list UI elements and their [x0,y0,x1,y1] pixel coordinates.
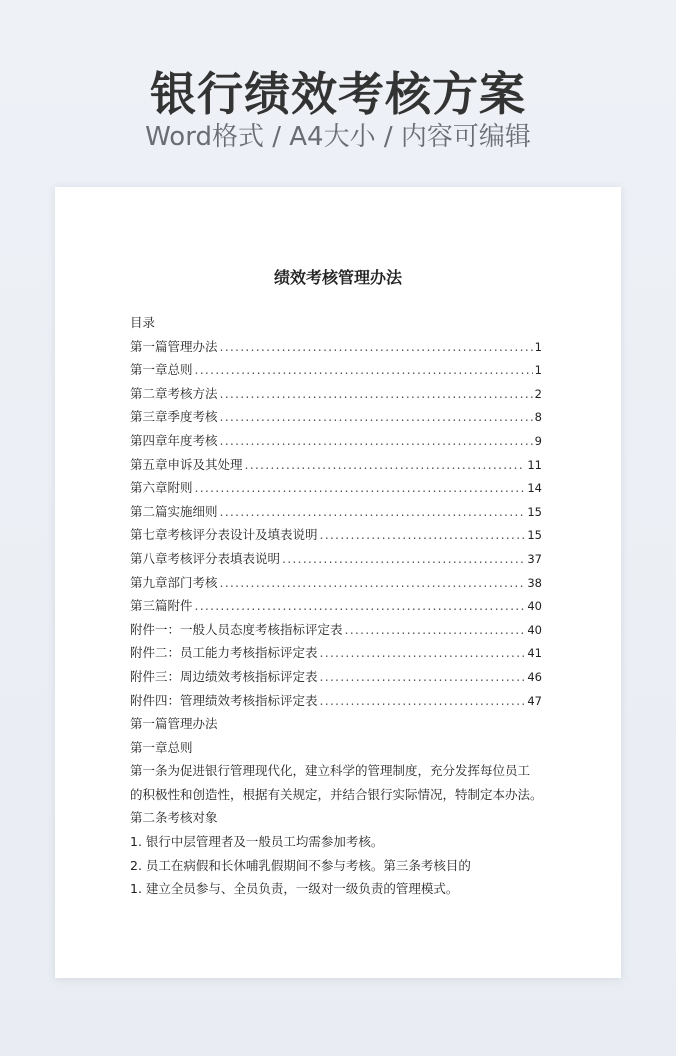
toc-leader-dots [220,405,533,429]
toc-entry-page: 46 [527,669,542,684]
toc-entry[interactable] [130,689,542,713]
toc-entry[interactable] [130,358,542,382]
document-content [130,311,550,901]
toc-leader-dots [345,618,526,642]
body-list-item: 1. 银行中层管理者及一般员工均需参加考核。 [130,834,384,850]
toc-leader-dots [195,594,526,618]
toc-entry-label: 第九章部门考核 [130,574,218,590]
toc-entry[interactable] [130,547,542,571]
toc-entry-label: 附件二：员工能力考核指标评定表 [130,645,318,661]
toc-entry-label: 第一篇管理办法 [130,338,218,354]
toc-entry-label: 附件一：一般人员态度考核指标评定表 [130,621,343,637]
toc-entry-page: 8 [534,410,542,425]
toc-entry-label: 第二章考核方法 [130,385,218,401]
toc-leader-dots [282,547,525,571]
toc-entry[interactable] [130,571,542,595]
toc-leader-dots [320,689,526,713]
toc-entry-label: 第二篇实施细则 [130,503,218,519]
toc-entry-page: 2 [534,386,542,401]
body-paragraph-line: 第一条为促进银行管理现代化，建立科学的管理制度，充分发挥每位员工 [130,763,531,779]
toc-entry-label: 第七章考核评分表设计及填表说明 [130,527,318,543]
toc-entry[interactable] [130,453,542,477]
toc-entry-label: 第三章季度考核 [130,409,218,425]
toc-entry[interactable] [130,594,542,618]
toc-entry[interactable] [130,335,542,359]
toc-leader-dots [220,500,526,524]
toc-entry-label: 附件三：周边绩效考核指标评定表 [130,668,318,684]
toc-entry-label: 第五章申诉及其处理 [130,456,243,472]
part-heading: 第一篇管理办法 [130,716,218,732]
toc-entry-label: 第一章总则 [130,362,193,378]
toc-leader-dots [220,571,526,595]
document-page [55,187,621,978]
toc-entry-page: 15 [527,528,542,543]
toc-entry-page: 40 [527,622,542,637]
toc-entry-page: 37 [527,551,542,566]
toc-entry-page: 9 [534,433,542,448]
toc-entry-page: 40 [527,599,542,614]
toc-entry[interactable] [130,523,542,547]
toc-entry-page: 15 [527,504,542,519]
banner-subtitle: Word格式 / A4大小 / 内容可编辑 [145,122,531,152]
toc-entry[interactable] [130,476,542,500]
toc-entry-page: 11 [527,457,542,472]
body-list-item: 2. 员工在病假和长休哺乳假期间不参与考核。第三条考核目的 [130,857,471,873]
toc-leader-dots [195,358,533,382]
toc-entry[interactable] [130,429,542,453]
toc-entry-page: 1 [534,339,542,354]
toc-entry[interactable] [130,405,542,429]
body-list-item: 1. 建立全员参与、全员负责，一级对一级负责的管理模式。 [130,881,459,897]
body-paragraph-line: 的积极性和创造性，根据有关规定，并结合银行实际情况，特制定本办法。 [130,786,543,802]
toc-entry[interactable] [130,618,542,642]
toc-leader-dots [220,429,533,453]
toc-heading: 目录 [130,315,156,330]
article-heading: 第二条考核对象 [130,810,218,826]
toc-entry-page: 47 [527,693,542,708]
toc-leader-dots [320,665,526,689]
toc-entry-label: 第四章年度考核 [130,432,218,448]
toc-entry[interactable] [130,382,542,406]
document-title: 绩效考核管理办法 [273,268,402,287]
toc-leader-dots [220,335,533,359]
toc-leader-dots [220,382,533,406]
toc-entry[interactable] [130,665,542,689]
banner-title: 银行绩效考核方案 [150,67,526,121]
toc-leader-dots [320,641,526,665]
toc-leader-dots [245,453,526,477]
chapter-heading: 第一章总则 [130,739,193,755]
toc-entry-label: 第八章考核评分表填表说明 [130,550,281,566]
toc-entry[interactable] [130,641,542,665]
toc-entry-label: 第三篇附件 [130,598,193,614]
toc-leader-dots [195,476,526,500]
toc-entry-page: 1 [534,363,542,378]
toc-entry-page: 41 [527,646,542,661]
toc-entry-page: 38 [527,575,542,590]
toc-entry-label: 附件四：管理绩效考核指标评定表 [130,692,318,708]
toc-entry[interactable] [130,500,542,524]
toc-entry-label: 第六章附则 [130,480,193,496]
toc-entry-page: 14 [527,481,542,496]
toc-leader-dots [320,523,526,547]
